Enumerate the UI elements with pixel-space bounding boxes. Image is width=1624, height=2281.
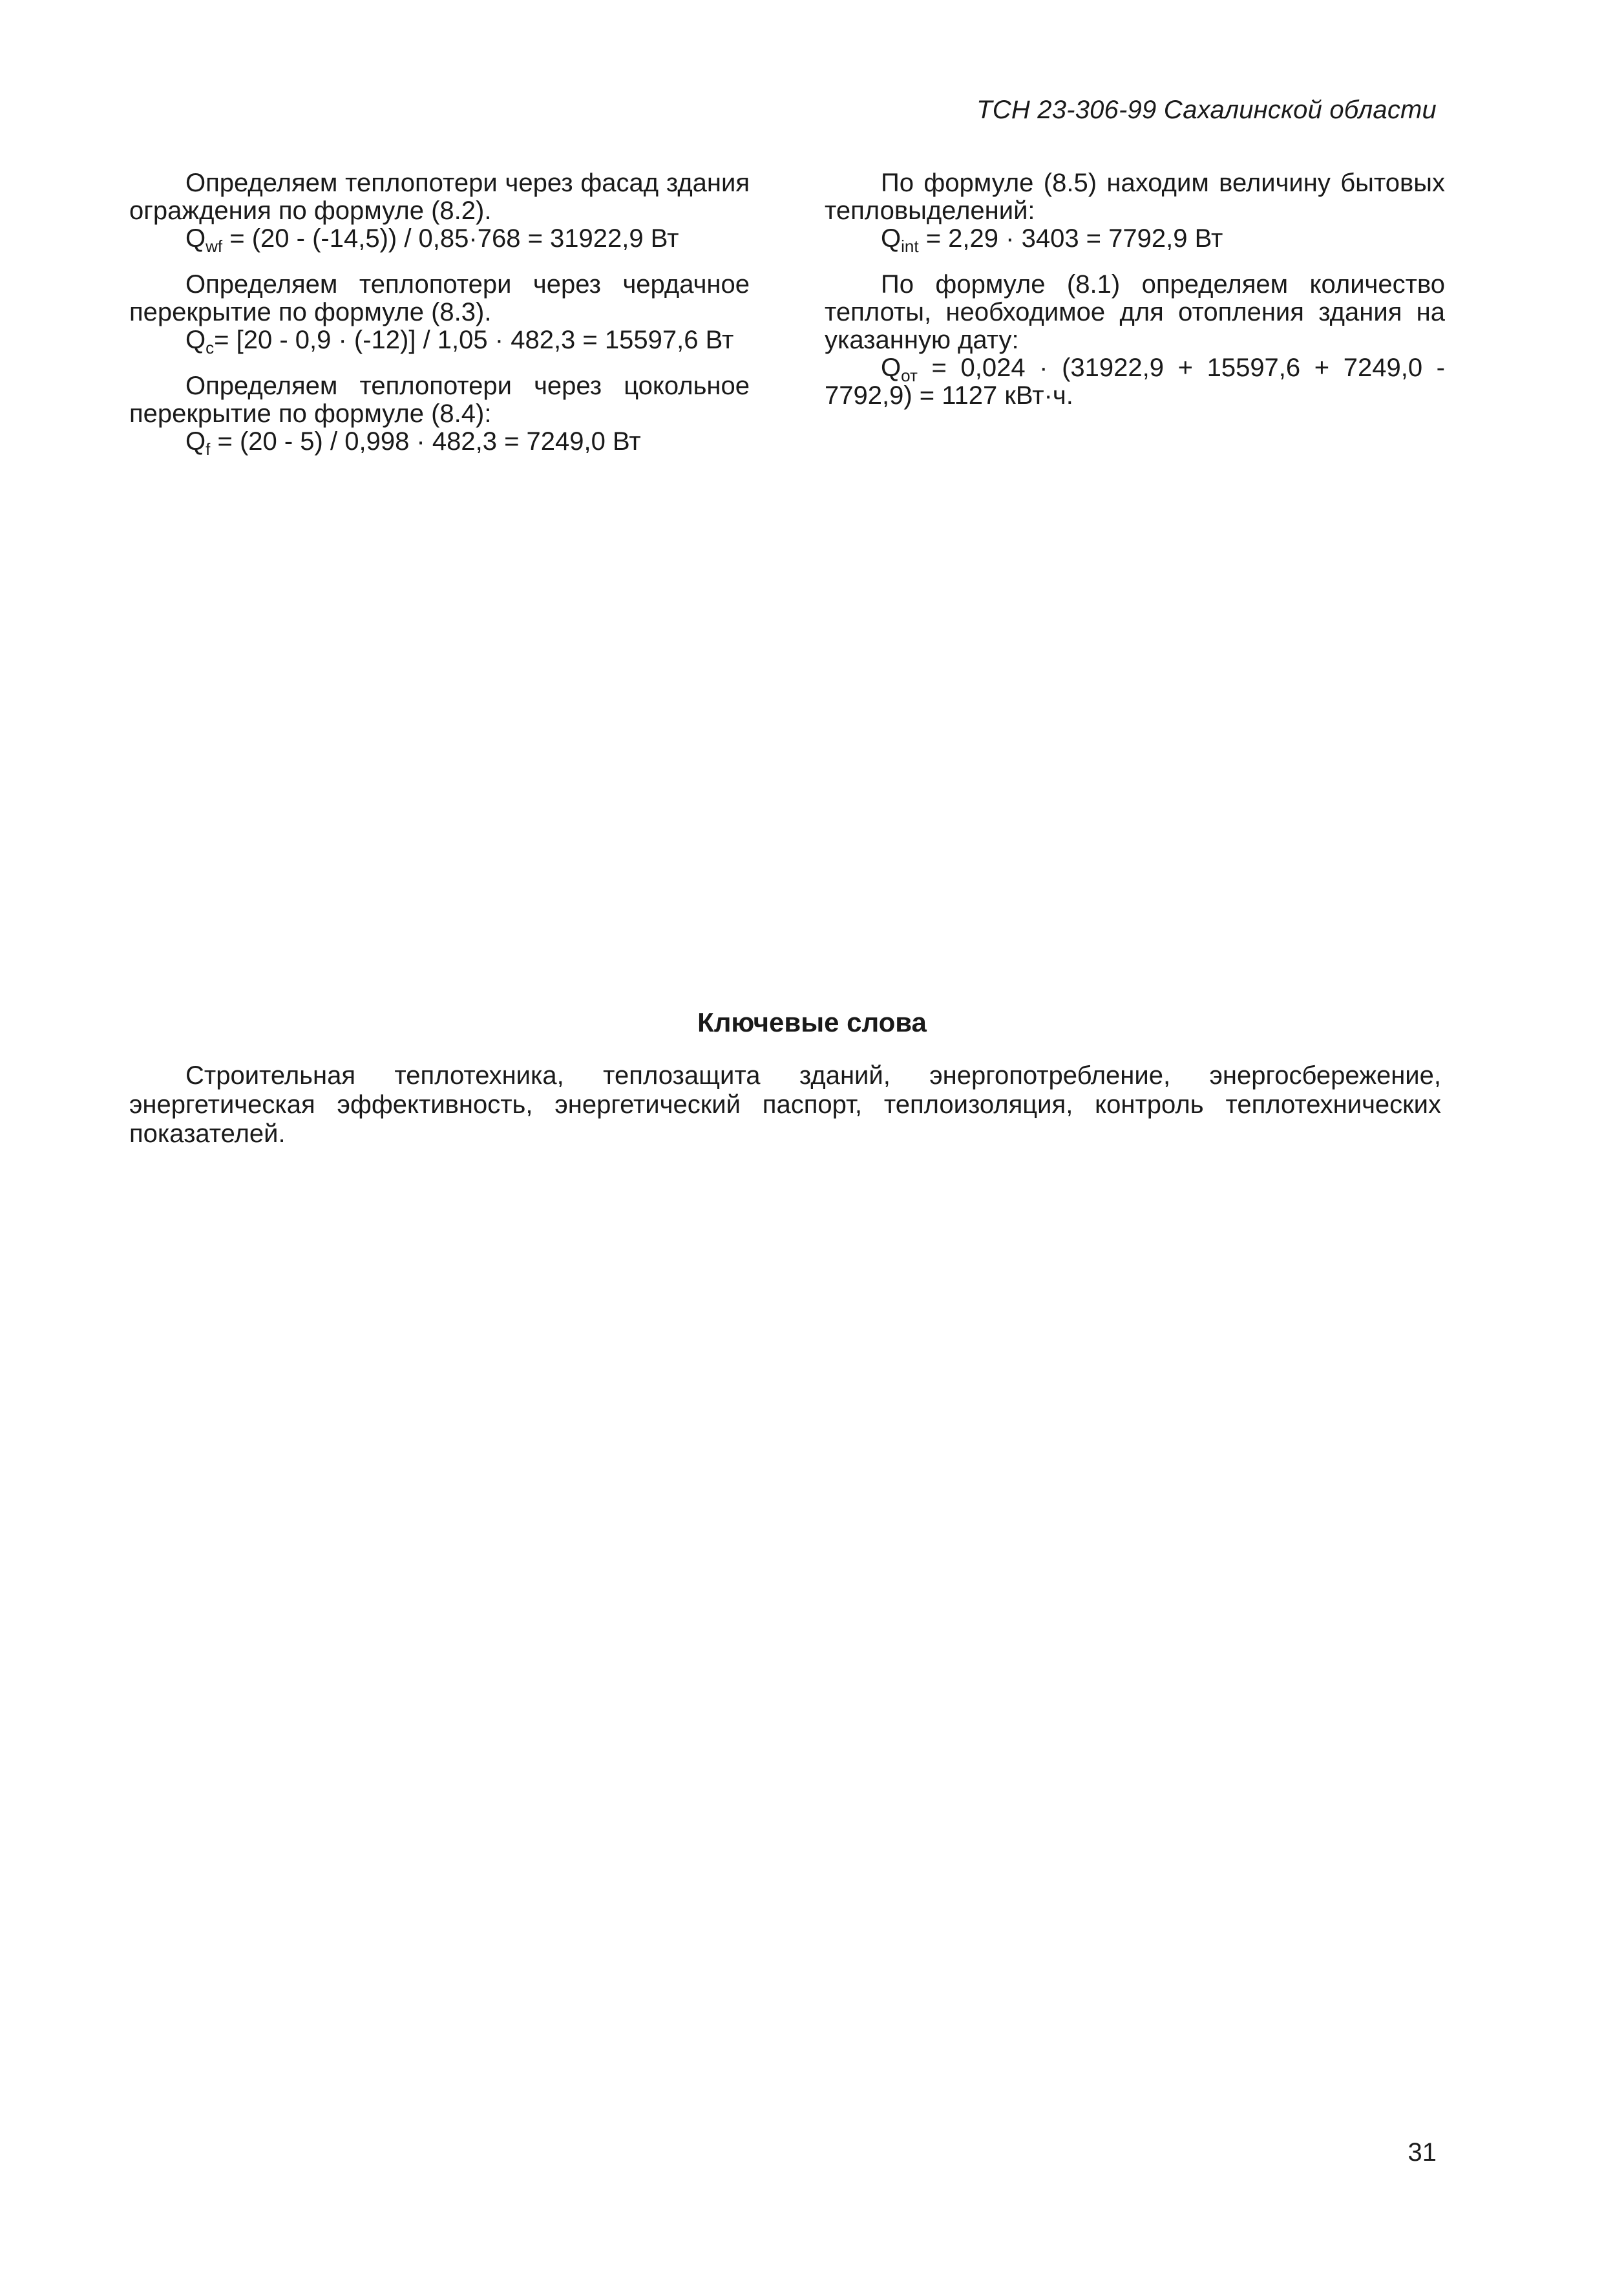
formula-expression: = 0,024 · (31922,9 + 15597,6 + 7249,0 - 7792,9) = 1127 кВт·ч. — [825, 354, 1445, 410]
formula-expression: = (20 - 5) / 0,998 · 482,3 = 7249,0 Вт — [210, 427, 641, 456]
keywords-text: Строительная теплотехника, теплозащита зданий, энергопотребление, энергосбережение, энергетическая эффективность, энергетический паспорт, теплоизоляция, контроль теплотехнических показателей. — [129, 1061, 1441, 1148]
formula-subscript: f — [206, 440, 211, 459]
basement-heat-loss-block — [129, 372, 750, 459]
formula-symbol: Q — [881, 224, 902, 253]
left-column — [129, 169, 750, 474]
heating-demand-formula — [825, 354, 1445, 410]
attic-heat-loss-formula — [129, 326, 750, 357]
formula-symbol: Q — [185, 326, 206, 354]
internal-gains-formula — [825, 224, 1445, 256]
facade-heat-loss-block — [129, 169, 750, 256]
facade-heat-loss-text: Определяем теплопотери через фасад здания ограждения по формуле (8.2). — [129, 169, 750, 225]
formula-symbol: Q — [881, 354, 902, 382]
heating-demand-text: По формуле (8.1) определяем количество теплоты, необходимое для отопления здания на указанную дату: — [825, 270, 1445, 354]
attic-heat-loss-text: Определяем теплопотери через чердачное перекрытие по формуле (8.3). — [129, 270, 750, 326]
formula-subscript: от — [901, 366, 918, 385]
formula-symbol: Q — [185, 427, 206, 456]
attic-heat-loss-block — [129, 270, 750, 357]
internal-gains-text: По формуле (8.5) находим величину бытовых тепловыделений: — [825, 169, 1445, 225]
right-column — [825, 169, 1445, 428]
page-number: 31 — [1408, 2138, 1437, 2167]
formula-expression: = (20 - (-14,5)) / 0,85·768 = 31922,9 Вт — [222, 224, 679, 253]
facade-heat-loss-formula — [129, 224, 750, 256]
formula-symbol: Q — [185, 224, 206, 253]
running-header: ТСН 23-306-99 Сахалинской области — [976, 96, 1437, 124]
formula-expression: = 2,29 · 3403 = 7792,9 Вт — [918, 224, 1223, 253]
formula-subscript: wf — [206, 237, 223, 256]
basement-heat-loss-text: Определяем теплопотери через цокольное перекрытие по формуле (8.4): — [129, 372, 750, 428]
basement-heat-loss-formula — [129, 427, 750, 459]
formula-subscript: int — [901, 237, 919, 256]
formula-expression: = [20 - 0,9 · (-12)] / 1,05 · 482,3 = 15597,6 Вт — [214, 326, 734, 354]
keywords-title: Ключевые слова — [697, 1007, 927, 1037]
formula-subscript: c — [206, 338, 215, 357]
heating-demand-block — [825, 271, 1445, 410]
internal-gains-block — [825, 169, 1445, 256]
